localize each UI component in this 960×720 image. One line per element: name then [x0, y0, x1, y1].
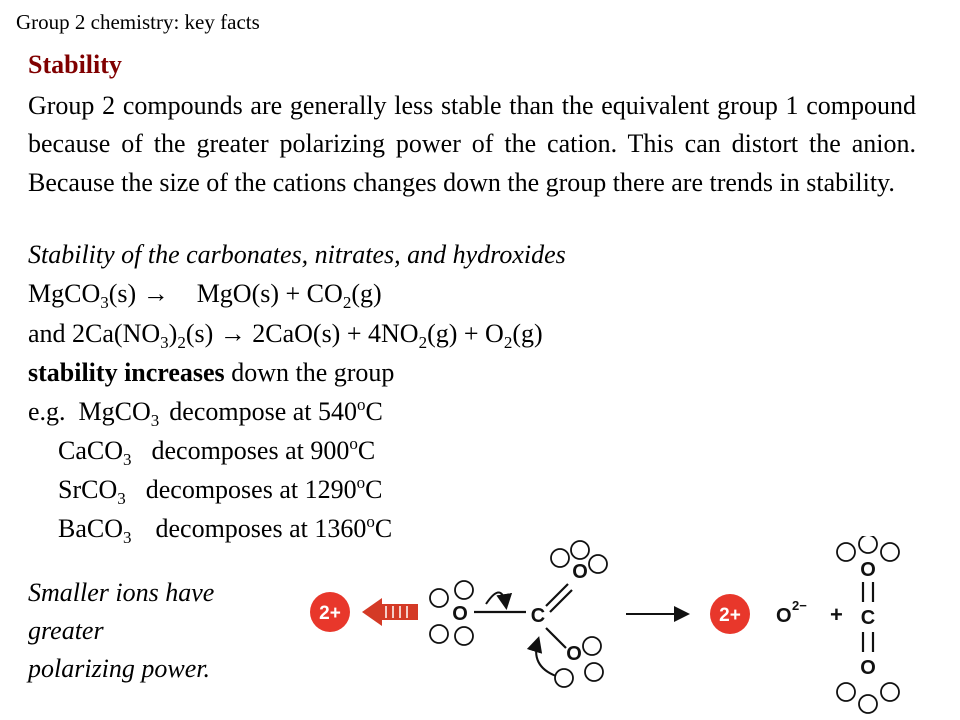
- caption-line-2: greater: [28, 616, 104, 645]
- intro-paragraph: Group 2 compounds are generally less stable than the equivalent group 1 compound because of the greater polarizing power of the cation. This can distort the anion. Because the size of the cations changes down the group there are trends in stability.: [28, 91, 916, 197]
- atom-label: C: [860, 607, 876, 629]
- oxide-charge: 2−: [792, 598, 807, 613]
- atom-label: C: [530, 605, 546, 627]
- atom-label: O: [860, 657, 876, 679]
- caption-line-1: Smaller ions have: [28, 578, 215, 607]
- equation-nitrate: and $2Ca(NO_3)_2(s) \to 2CaO(s) + 4NO_2(g) + O_2(g)$: [28, 319, 543, 352]
- atom-label: O: [566, 643, 582, 665]
- plus-sign: +: [830, 602, 843, 627]
- example-srco3: SrCO$_3$ decomposes at 1290$^o$C: [58, 473, 383, 508]
- section-title: Stability: [28, 50, 122, 79]
- caption-line-3: polarizing power.: [28, 654, 211, 683]
- atom-label: O: [572, 561, 588, 583]
- bond-lines: [474, 584, 572, 648]
- oxide-label: O: [776, 605, 792, 627]
- atom-label: O: [452, 603, 468, 625]
- page-header: Group 2 chemistry: key facts: [16, 10, 260, 34]
- cation-label-right: 2+: [719, 605, 741, 626]
- trend-statement: stability increases down the group: [28, 358, 395, 387]
- subheading: Stability of the carbonates, nitrates, and hydroxides: [28, 240, 566, 269]
- equation-carbonate: MgCO$_3$(s) → $MgO(s) + CO_2(g)$: [28, 279, 382, 312]
- atom-label: O: [860, 559, 876, 581]
- example-baco3: BaCO$_3$ decomposes at 1360$^o$C: [58, 512, 393, 547]
- example-mgco3: e.g. MgCO$_3$ decompose at 540$^o$C: [28, 395, 383, 430]
- curly-arrow-icon: [536, 640, 556, 676]
- carbon-dioxide: [860, 559, 876, 679]
- example-caco3: CaCO$_3$ decomposes at 900$^o$C: [58, 434, 376, 469]
- caption: [28, 574, 288, 688]
- polarization-mechanism-diagram: [294, 536, 960, 720]
- curly-arrow-icon: [486, 592, 506, 606]
- polarization-arrow-icon: [362, 598, 418, 626]
- cation-label-left: 2+: [319, 603, 341, 624]
